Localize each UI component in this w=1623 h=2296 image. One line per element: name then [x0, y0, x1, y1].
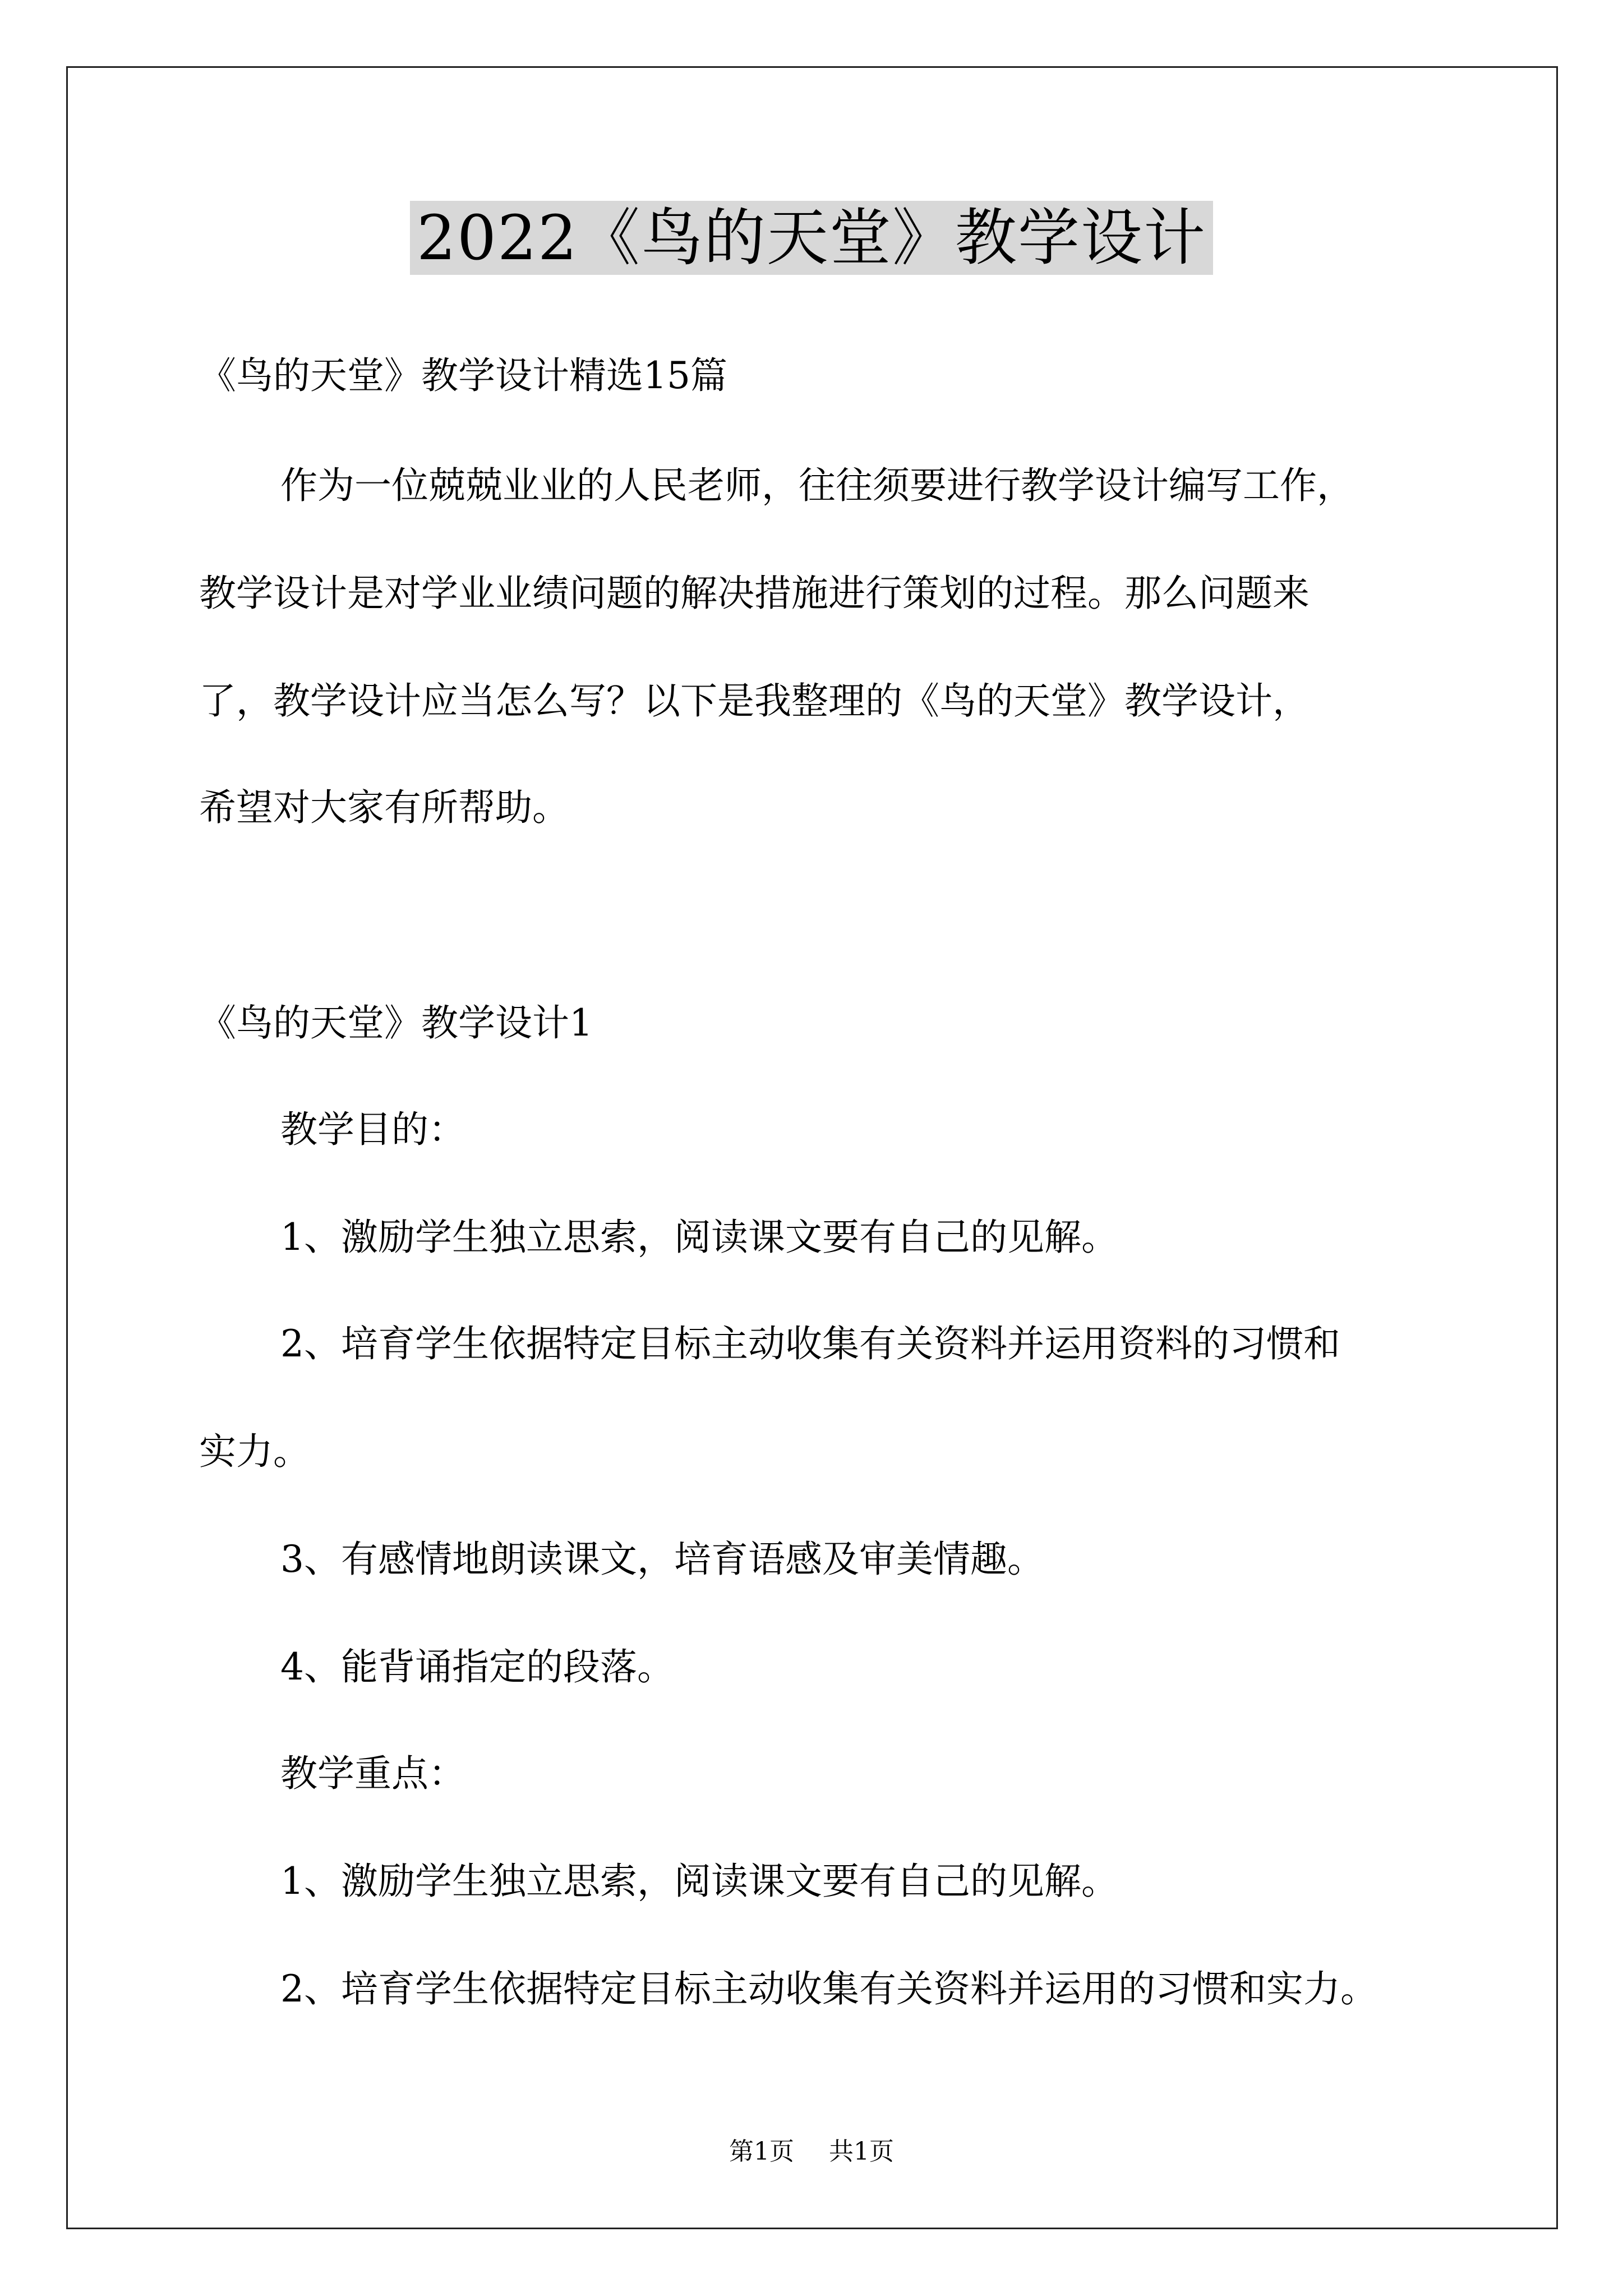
page-footer: [0, 2136, 1623, 2168]
objectives-heading: 教学目的：: [280, 1108, 465, 1151]
document-title: 2022《鸟的天堂》教学设计: [410, 201, 1213, 275]
section-heading: 《鸟的天堂》教学设计1: [199, 1001, 593, 1045]
intro-line: 作为一位兢兢业业的人民老师，往往须要进行教学设计编写工作，: [280, 464, 1354, 507]
title-container: [0, 201, 1623, 275]
page-number: 第1页: [729, 2137, 794, 2166]
page-total: 共1页: [829, 2137, 894, 2166]
keypoint-item: 1、激励学生独立思索，阅读课文要有自己的见解。: [280, 1860, 1118, 1903]
objective-item: 4、能背诵指定的段落。: [280, 1645, 674, 1688]
keypoint-item: 2、培育学生依据特定目标主动收集有关资料并运用的习惯和实力。: [280, 1967, 1377, 2010]
objective-item: 2、培育学生依据特定目标主动收集有关资料并运用资料的习惯和: [280, 1322, 1340, 1365]
objective-item: 3、有感情地朗读课文，培育语感及审美情趣。: [280, 1538, 1044, 1581]
intro-line: 教学设计是对学业业绩问题的解决措施进行策划的过程。那么问题来: [199, 572, 1310, 615]
keypoints-heading: 教学重点：: [280, 1752, 465, 1795]
objective-item-continued: 实力。: [199, 1430, 310, 1473]
objective-item: 1、激励学生独立思索，阅读课文要有自己的见解。: [280, 1216, 1118, 1259]
document-subtitle: 《鸟的天堂》教学设计精选15篇: [199, 354, 727, 397]
intro-line: 希望对大家有所帮助。: [199, 786, 569, 829]
intro-line: 了，教学设计应当怎么写？以下是我整理的《鸟的天堂》教学设计，: [199, 679, 1310, 723]
